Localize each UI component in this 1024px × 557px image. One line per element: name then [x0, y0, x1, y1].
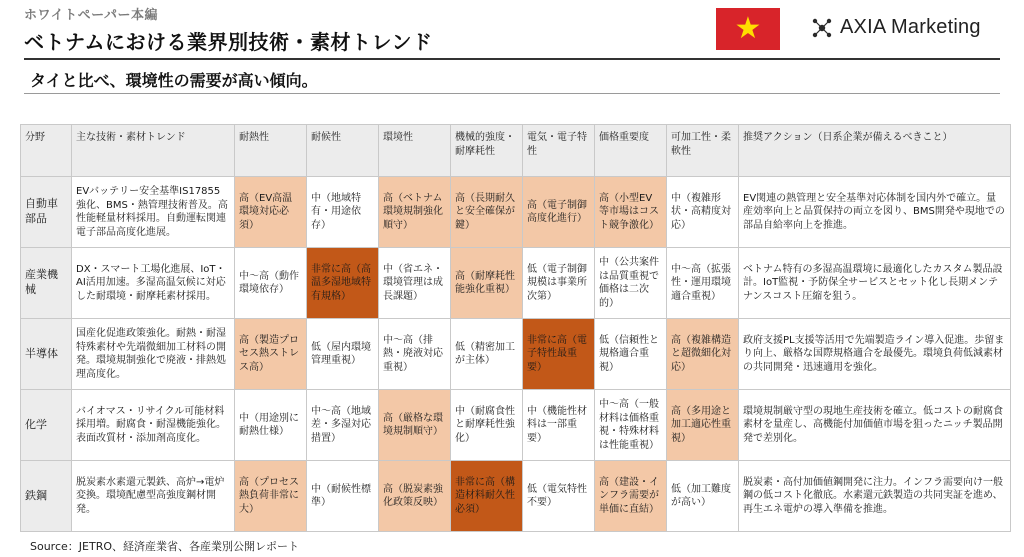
column-header: 機械的強度・耐摩耗性 — [451, 125, 523, 177]
rating-cell: 非常に高（構造材料耐久性必須） — [451, 461, 523, 532]
rating-cell: 中（省エネ・環境管理は成長課題） — [379, 248, 451, 319]
rating-cell: 高（耐摩耗性能強化重視） — [451, 248, 523, 319]
table-header-row — [21, 125, 1011, 177]
rating-cell: 高（ベトナム環境規制強化順守） — [379, 177, 451, 248]
column-header: 価格重要度 — [595, 125, 667, 177]
column-header: 耐熱性 — [235, 125, 307, 177]
table-row — [21, 248, 1011, 319]
field-cell: 鉄鋼 — [21, 461, 72, 532]
title-divider — [24, 58, 1000, 60]
trend-cell: 脱炭素水素還元製鉄、高炉→電炉変換。環境配慮型高強度鋼材開発。 — [72, 461, 235, 532]
star-icon: ★ — [734, 11, 762, 46]
rating-cell: 低（精密加工が主体） — [451, 319, 523, 390]
rating-cell: 中〜高（排熱・廃液対応重視） — [379, 319, 451, 390]
eyebrow-label: ホワイトペーパー本編 — [24, 8, 158, 23]
field-cell: 化学 — [21, 390, 72, 461]
rating-cell: 高（製造プロセス熱ストレス高） — [235, 319, 307, 390]
rating-cell: 中〜高（地域差・多湿対応措置） — [307, 390, 379, 461]
table-row — [21, 390, 1011, 461]
rating-cell: 非常に高（電子特性最重要） — [523, 319, 595, 390]
table-row — [21, 177, 1011, 248]
field-cell: 半導体 — [21, 319, 72, 390]
trend-cell: 国産化促進政策強化。耐熱・耐湿特殊素材や先端微細加工材料の開発。環境規制強化で廃液・排熱処理高度化。 — [72, 319, 235, 390]
rating-cell: 高（長期耐久と安全確保が鍵） — [451, 177, 523, 248]
column-header: 耐候性 — [307, 125, 379, 177]
rating-cell: 高（複雑構造と超微細化対応） — [667, 319, 739, 390]
source-note: Source：JETRO、経済産業省、各産業別公開レポート — [30, 540, 299, 553]
table-row — [21, 319, 1011, 390]
rating-cell: 高（プロセス熱負荷非常に大） — [235, 461, 307, 532]
column-header: 分野 — [21, 125, 72, 177]
field-cell: 産業機械 — [21, 248, 72, 319]
action-cell: 環境規制厳守型の現地生産技術を確立。低コストの耐腐食素材を量産し、高機能付加価値市場を狙ったニッチ製品開発で差別化。 — [739, 390, 1011, 461]
rating-cell: 中（複雑形状・高精度対応） — [667, 177, 739, 248]
trend-table — [20, 124, 1011, 532]
rating-cell: 高（EV高温環境対応必須） — [235, 177, 307, 248]
rating-cell: 中（用途別に耐熱仕様） — [235, 390, 307, 461]
rating-cell: 低（電気特性不要） — [523, 461, 595, 532]
logo-text: AXIA Marketing — [840, 16, 981, 38]
company-logo — [810, 10, 1010, 46]
rating-cell: 低（屋内環境管理重視） — [307, 319, 379, 390]
rating-cell: 高（小型EV等市場はコスト競争激化） — [595, 177, 667, 248]
rating-cell: 中（耐候性標準） — [307, 461, 379, 532]
column-header: 主な技術・素材トレンド — [72, 125, 235, 177]
axia-logo-icon — [810, 16, 834, 40]
rating-cell: 非常に高（高温多湿地域特有規格） — [307, 248, 379, 319]
trend-cell: EVバッテリー安全基準IS17855強化、BMS・熱管理技術普及。高性能軽量材料採用。自動運転関連電子部品高度化進展。 — [72, 177, 235, 248]
rating-cell: 中（公共案件は品質重視で価格は二次的） — [595, 248, 667, 319]
action-cell: 脱炭素・高付加価値鋼開発に注力。インフラ需要向け一般鋼の低コスト化徹底。水素還元鉄製造の共同実証を進め、再生エネ電炉の導入準備を推進。 — [739, 461, 1011, 532]
trend-cell: バイオマス・リサイクル可能材料採用増。耐腐食・耐湿機能強化。表面改質材・添加剤高度化。 — [72, 390, 235, 461]
rating-cell: 低（加工難度が高い） — [667, 461, 739, 532]
rating-cell: 中〜高（拡張性・運用環境適合重視） — [667, 248, 739, 319]
rating-cell: 中（機能性材料は一部重要） — [523, 390, 595, 461]
vietnam-flag-icon — [716, 8, 780, 50]
rating-cell: 高（多用途と加工適応性重視） — [667, 390, 739, 461]
field-cell: 自動車部品 — [21, 177, 72, 248]
action-cell: 政府支援PL支援等活用で先端製造ライン導入促進。歩留まり向上、厳格な国際規格適合を最優先。環境負荷低減素材の共同開発・迅速適用を強化。 — [739, 319, 1011, 390]
column-header: 可加工性・柔軟性 — [667, 125, 739, 177]
action-cell: ベトナム特有の多湿高温環境に最適化したカスタム製品設計。IoT監視・予防保全サービスとセット化し長期メンテナンスコスト圧縮を狙う。 — [739, 248, 1011, 319]
rating-cell: 中〜高（一般材料は価格重視・特殊材料は性能重視） — [595, 390, 667, 461]
rating-cell: 中〜高（動作環境依存） — [235, 248, 307, 319]
action-cell: EV関連の熱管理と安全基準対応体制を国内外で確立。量産効率向上と品質保持の両立を図り、BMS開発や現地での部品自給率向上を推進。 — [739, 177, 1011, 248]
column-header: 電気・電子特性 — [523, 125, 595, 177]
table-row — [21, 461, 1011, 532]
header — [0, 0, 1024, 62]
rating-cell: 高（厳格な環境規制順守） — [379, 390, 451, 461]
column-header: 環境性 — [379, 125, 451, 177]
trend-cell: DX・スマート工場化進展、IoT・AI活用加速。多湿高温気候に対応した耐環境・耐摩耗素材採用。 — [72, 248, 235, 319]
rating-cell: 高（脱炭素強化政策反映） — [379, 461, 451, 532]
subtitle: タイと比べ、環境性の需要が高い傾向。 — [30, 71, 318, 90]
rating-cell: 高（電子制御高度化進行） — [523, 177, 595, 248]
rating-cell: 高（建設・インフラ需要が単価に直結） — [595, 461, 667, 532]
rating-cell: 低（信頼性と規格適合重視） — [595, 319, 667, 390]
page-title: ベトナムにおける業界別技術・素材トレンド — [24, 30, 433, 54]
rating-cell: 中（地域特有・用途依存） — [307, 177, 379, 248]
rating-cell: 低（電子制御規模は事業所次第） — [523, 248, 595, 319]
rating-cell: 中（耐腐食性と耐摩耗性強化） — [451, 390, 523, 461]
column-header: 推奨アクション（日系企業が備えるべきこと） — [739, 125, 1011, 177]
subtitle-divider — [24, 93, 1000, 94]
